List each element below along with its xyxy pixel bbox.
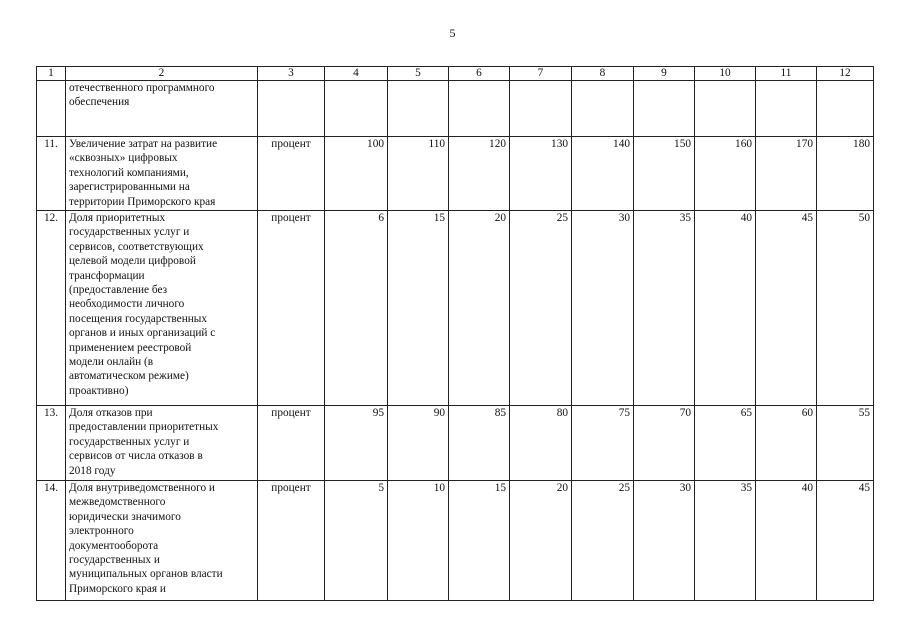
- table-body: [37, 67, 874, 601]
- value-cell: 140: [572, 137, 634, 211]
- value-cell: 170: [756, 137, 817, 211]
- value-cell: 160: [695, 137, 756, 211]
- value-cell: 45: [756, 211, 817, 406]
- value-cell: [388, 81, 449, 137]
- value-cell: 5: [325, 481, 388, 601]
- value-cell: 65: [695, 406, 756, 481]
- value-cell: 35: [695, 481, 756, 601]
- value-cell: 40: [695, 211, 756, 406]
- value-cell: [817, 81, 874, 137]
- row-number-cell: 11.: [37, 137, 66, 211]
- unit-cell: процент: [258, 481, 325, 601]
- unit-cell: процент: [258, 406, 325, 481]
- table-row: [37, 211, 874, 406]
- value-cell: 45: [817, 481, 874, 601]
- indicator-name-cell: отечественного программного обеспечения: [66, 81, 258, 137]
- indicators-table: [36, 66, 874, 601]
- value-cell: 80: [510, 406, 572, 481]
- value-cell: 95: [325, 406, 388, 481]
- value-cell: [695, 81, 756, 137]
- value-cell: 70: [634, 406, 695, 481]
- header-cell: 3: [258, 67, 325, 81]
- value-cell: 10: [388, 481, 449, 601]
- value-cell: 25: [510, 211, 572, 406]
- unit-cell: процент: [258, 137, 325, 211]
- value-cell: [634, 81, 695, 137]
- value-cell: 55: [817, 406, 874, 481]
- indicator-name-cell: Доля отказов при предоставлении приоритетных государственных услуг и сервисов от числа отказов в 2018 году: [66, 406, 258, 481]
- value-cell: [325, 81, 388, 137]
- row-number-cell: 13.: [37, 406, 66, 481]
- value-cell: 40: [756, 481, 817, 601]
- header-cell: 8: [572, 67, 634, 81]
- value-cell: 25: [572, 481, 634, 601]
- value-cell: [756, 81, 817, 137]
- row-number-cell: 14.: [37, 481, 66, 601]
- value-cell: 180: [817, 137, 874, 211]
- value-cell: 75: [572, 406, 634, 481]
- value-cell: 30: [634, 481, 695, 601]
- table-row: [37, 81, 874, 137]
- header-cell: 5: [388, 67, 449, 81]
- header-row: [37, 67, 874, 81]
- header-cell: 1: [37, 67, 66, 81]
- value-cell: 120: [449, 137, 510, 211]
- header-cell: 7: [510, 67, 572, 81]
- unit-cell: [258, 81, 325, 137]
- header-cell: 6: [449, 67, 510, 81]
- indicator-name-cell: Доля внутриведомственного и межведомственного юридически значимого электронного документооборота государственных и муниципальных органов власти Приморского края и: [66, 481, 258, 601]
- value-cell: 15: [388, 211, 449, 406]
- value-cell: 100: [325, 137, 388, 211]
- header-cell: 11: [756, 67, 817, 81]
- value-cell: 20: [510, 481, 572, 601]
- page-number: 5: [449, 26, 456, 40]
- header-cell: 9: [634, 67, 695, 81]
- value-cell: 110: [388, 137, 449, 211]
- value-cell: 130: [510, 137, 572, 211]
- row-number-cell: 12.: [37, 211, 66, 406]
- unit-cell: процент: [258, 211, 325, 406]
- value-cell: 6: [325, 211, 388, 406]
- indicator-name-cell: Увеличение затрат на развитие «сквозных» цифровых технологий компаниями, зарегистрированными на территории Приморского края: [66, 137, 258, 211]
- value-cell: 30: [572, 211, 634, 406]
- value-cell: 50: [817, 211, 874, 406]
- header-cell: 4: [325, 67, 388, 81]
- header-cell: 2: [66, 67, 258, 81]
- value-cell: 90: [388, 406, 449, 481]
- value-cell: 20: [449, 211, 510, 406]
- row-number-cell: [37, 81, 66, 137]
- value-cell: [449, 81, 510, 137]
- indicator-name-cell: Доля приоритетных государственных услуг и сервисов, соответствующих целевой модели цифровой трансформации (предоставление без необходимости личного посещения государственных органов и иных организаций с применением реестровой модели онлайн (в автоматическом режиме) проактивно): [66, 211, 258, 406]
- value-cell: 60: [756, 406, 817, 481]
- table-row: [37, 137, 874, 211]
- value-cell: 150: [634, 137, 695, 211]
- value-cell: 35: [634, 211, 695, 406]
- header-cell: 10: [695, 67, 756, 81]
- value-cell: [510, 81, 572, 137]
- value-cell: 15: [449, 481, 510, 601]
- table-row: [37, 406, 874, 481]
- value-cell: [572, 81, 634, 137]
- table-row: [37, 481, 874, 601]
- header-cell: 12: [817, 67, 874, 81]
- value-cell: 85: [449, 406, 510, 481]
